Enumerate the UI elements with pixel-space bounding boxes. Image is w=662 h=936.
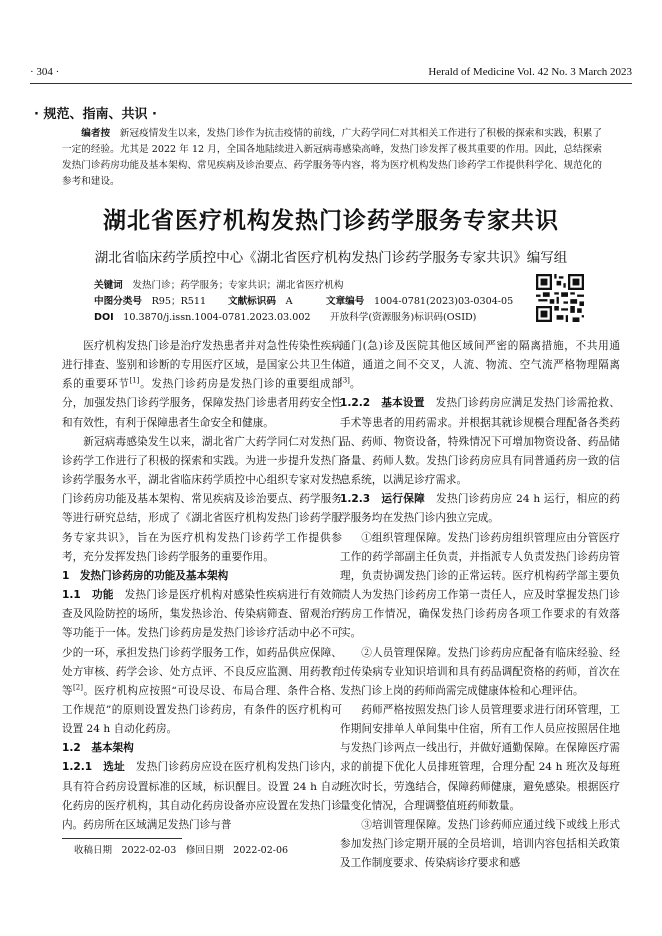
- footnote-rule: [62, 838, 182, 839]
- doc-code-value: A: [285, 296, 293, 307]
- subsection-1-2-2: [340, 394, 620, 490]
- keywords-value: 发热门诊；药学服务；专家共识；湖北省医疗机构: [132, 280, 344, 291]
- citation: [3]: [340, 376, 350, 385]
- paragraph-intro-1: [62, 337, 342, 433]
- article-no-line: [326, 294, 513, 310]
- clc-value: R95；R511: [151, 296, 207, 307]
- page-number: · 304 ·: [30, 66, 60, 78]
- paragraph-text: 。: [349, 378, 361, 391]
- article-no-value: 1004-0781(2023)03-0304-05: [373, 296, 514, 307]
- paragraph-continued: [340, 337, 620, 394]
- clc-line: [94, 294, 206, 310]
- section-heading-1: 1 发热门诊药房的功能及基本架构: [62, 569, 229, 582]
- paragraph-closed-loop: 药师严格按照发热门诊人员管理要求进行闭环管理，工作期间安排单人单间集中住宿，所有工作人员应按照居住地与发热门诊两点一线出行，并做好通勤保障。在保障医疗需求的前提下优化人员排班管理，合理分配 24 h 班次及每班班次时长，劳逸结合，保障药师健康，避免感染。根据医疗量变化情况，合理调整值班药师数量。: [340, 703, 620, 812]
- keywords-line: [94, 278, 343, 294]
- subsection-1-2-3: [340, 490, 620, 528]
- article-title: 湖北省医疗机构发热门诊药学服务专家共识: [103, 208, 559, 234]
- subsection-number: 1.1 功能: [62, 589, 114, 602]
- paragraph-text: 发热门诊药房应设在医疗机构发热门诊内，具有符合药房设置标准的区域，标识醒目。设置 24 h 自动化药房的医疗机构，其自动化药房设备亦应设置在发热门诊内。药房所在区域满足发热门诊与普: [62, 761, 343, 831]
- paragraph-text: 发热门诊是医疗机构对感染性疾病进行有效筛查及风险防控的场所，集发热诊治、传染病筛查、留观治疗等功能于一体。发热门诊药房是发热门诊诊疗活动中必不可少的一环，承担发热门诊药学服务工作，如药品供应保障、处方审核、药学会诊、处方点评、不良反应监测、用药教育等: [62, 589, 342, 697]
- doc-code-label: 文献标识码: [228, 296, 276, 307]
- clc-label: 中图分类号: [94, 296, 142, 307]
- osid-qr-code: [536, 274, 584, 322]
- keywords-label: 关键词: [94, 280, 123, 291]
- left-column: [62, 337, 342, 835]
- paragraph-text: 通门(急)诊及医院其他区域间严密的隔离措施，不共用通道，通道之间不交叉，人流、物流、空气流严格物理隔离: [340, 340, 620, 372]
- doi-line: [94, 310, 311, 326]
- citation: [1]: [129, 376, 140, 385]
- subsection-1-2-1: [62, 758, 342, 835]
- paragraph-intro-2: 新冠病毒感染发生以来，湖北省广大药学同仁对发热门诊药学工作进行了积极的探索和实践。为进一步提升发热门诊药学服务水平，湖北省临床药学质控中心组织专家对发热门诊药房功能及基本架构、常见疾病及诊治要点、药学服务等进行研究总结，形成了《湖北省医疗机构发热门诊药学服务专家共识》，旨在为医疗机构发热门诊药学工作提供参考，充分发挥发热门诊药学服务的重要作用。: [62, 435, 342, 563]
- paragraph-text: 。医疗机构应按照“可设尽设、布局合理、条件合格、工作规范”的原则设置发热门诊药房，有条件的医疗机构可设置 24 h 自动化药房。: [62, 684, 342, 736]
- paragraph-staff-management: ②人员管理保障。发热门诊药房应配备有临床经验、经过传染病专业知识培训和具有药品调配资格的药师，首次在发热门诊上岗的药师尚需完成健康体检和心理评估。: [340, 646, 620, 697]
- paragraph-text: 发热门诊药房应 24 h 运行，相应的药学服务均在发热门诊内独立完成。: [340, 493, 620, 525]
- doc-code-line: [228, 294, 293, 310]
- editor-note: [62, 126, 602, 190]
- osid-label: 开放科学(资源服务)标识码(OSID): [330, 312, 477, 323]
- header-rule: [30, 83, 632, 84]
- subsection-number: 1.2.2 基本设置: [340, 397, 425, 410]
- article-no-label: 文章编号: [326, 296, 365, 307]
- doi-value: 10.3870/j.issn.1004-0781.2023.03.002: [123, 312, 311, 323]
- paragraph-text: 医疗机构发热门诊是治疗发热患者并对急性传染性疾病进行排查、鉴别和诊断的专用医疗区域，是国家公共卫生体系的重要环节: [62, 340, 342, 391]
- doi-label: DOI: [94, 312, 114, 323]
- subsection-number: 1.2.1 选址: [62, 761, 126, 774]
- subsection-1-1: [62, 586, 342, 739]
- editor-note-label: 编者按: [81, 128, 111, 139]
- citation: [2]: [73, 683, 83, 692]
- journal-running-header: Herald of Medicine Vol. 42 No. 3 March 2023: [428, 66, 632, 78]
- paragraph-org-management: ①组织管理保障。发热门诊药房组织管理应由分管医疗工作的药学部副主任负责，并指派专人负责发热门诊药房管理，负责协调发热门诊的正常运转。医疗机构药学部主要负责人为发热门诊药房工作第一责任人，应及时掌握发热门诊药房工作情况，确保发热门诊药房各项工作要求的有效落实。: [340, 531, 620, 640]
- section-tag: · 规范、指南、共识 ·: [34, 107, 157, 122]
- article-authors: 湖北省临床药学质控中心《湖北省医疗机构发热门诊药学服务专家共识》编写组: [94, 250, 568, 266]
- section-heading-1-2: 1.2 基本架构: [62, 742, 134, 755]
- paragraph-text: 发热门诊药房应满足发热门诊需抢救、手术等患者的用药需求。并根据其就诊规模合理配备各类药品、药师、物资设备，特殊情况下可增加物资设备、药品储备量、药师人数。发热门诊药房应具有同普通药房一致的信息系统，以满足诊疗需求。: [340, 397, 620, 487]
- editor-note-text: 新冠疫情发生以来，发热门诊作为抗击疫情的前线，广大药学同仁对其相关工作进行了积极的探索和实践，积累了一定的经验。尤其是 2022 年 12 月，全国各地陆续进入新冠病毒感染高峰，发热门诊发挥了极其重要的作用。因此，总结探索发热门诊药房功能及基本架构、常见疾病及诊治要点、药学服务等内容，将为医疗机构发热门诊药学工作提供科学化、规范化的参考和建设。: [62, 128, 603, 187]
- received-dates-footnote: 收稿日期 2022-02-03 修回日期 2022-02-06: [74, 845, 289, 856]
- subsection-number: 1.2.3 运行保障: [340, 493, 426, 506]
- paragraph-text: 。发热门诊药房是发热门诊的重要组成部分，加强发热门诊药学服务，保障发热门诊患者用药安全性和有效性，有利于保障患者生命安全和健康。: [62, 378, 343, 429]
- right-column: [340, 337, 620, 873]
- paragraph-training: ③培训管理保障。发热门诊药师应通过线下或线上形式参加发热门诊定期开展的全员培训，培训内容包括相关政策及工作制度要求、传染病诊疗要求和感: [340, 818, 620, 870]
